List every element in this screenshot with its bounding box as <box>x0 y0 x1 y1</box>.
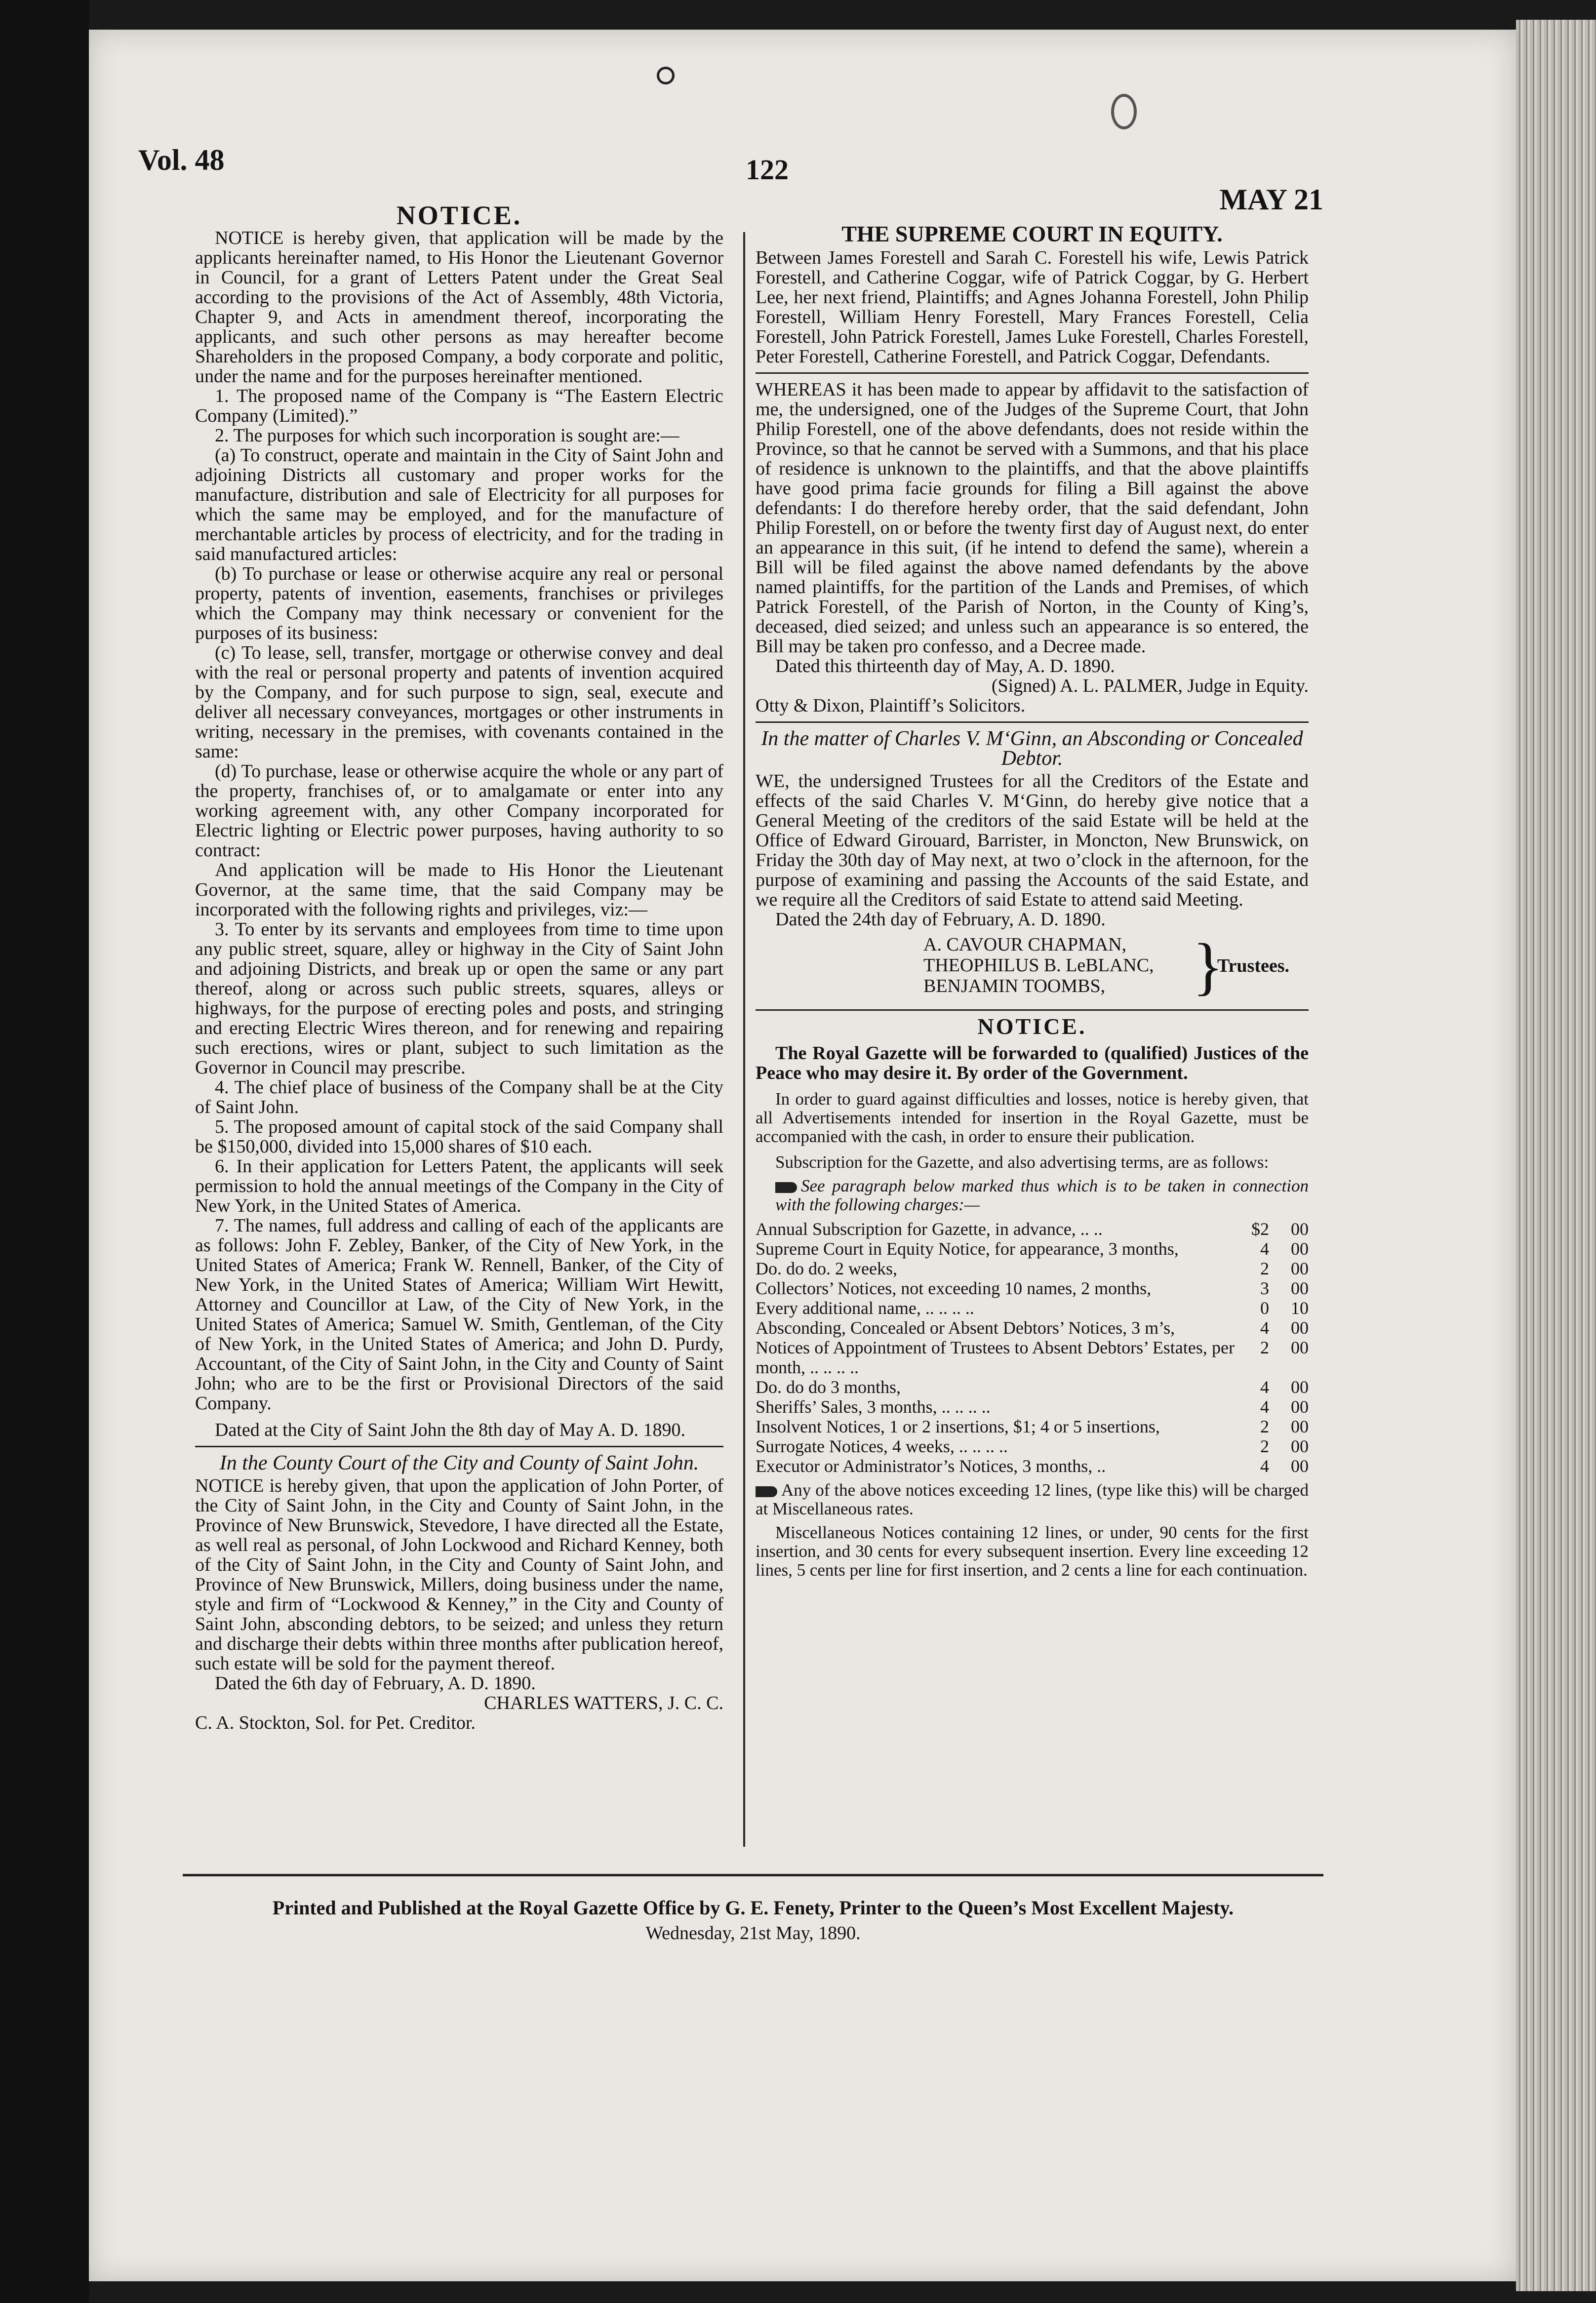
notice-paragraph: 4. The chief place of business of the Company shall be at the City of Saint John. <box>195 1077 723 1117</box>
rates-table <box>756 1219 1309 1476</box>
rate-row: Insolvent Notices, 1 or 2 insertions, $1; 4 or 5 insertions, 2 00 <box>756 1417 1309 1436</box>
trustee-name: A. CAVOUR CHAPMAN, <box>923 934 1127 955</box>
rate-row: Annual Subscription for Gazette, in advance, .. .. $2 00 <box>756 1219 1309 1239</box>
gazette-see-note <box>756 1177 1309 1214</box>
rate-row: Absconding, Concealed or Absent Debtors’ Notices, 3 m’s, 4 00 <box>756 1318 1309 1338</box>
gazette-intro: The Royal Gazette will be forwarded to (qualified) Justices of the Peace who may desire it. By order of the Government. <box>756 1043 1309 1083</box>
rate-row: Every additional name, .. .. .. .. 0 10 <box>756 1298 1309 1318</box>
left-column <box>195 202 723 1832</box>
scan-background <box>0 0 89 2303</box>
court-signature: (Signed) A. L. PALMER, Judge in Equity. <box>991 675 1309 696</box>
notice-paragraph: 6. In their application for Letters Patent, the applicants will seek permission to hold the annual meetings of the Company in the City of New York, in the United States of America. <box>195 1156 723 1216</box>
volume-label: Vol. 48 <box>138 144 225 176</box>
rate-row: Do. do do. 2 weeks, 2 00 <box>756 1259 1309 1278</box>
rate-row: Notices of Appointment of Trustees to Absent Debtors’ Estates, per month, .. .. .. .. 2 00 <box>756 1338 1309 1377</box>
pointing-hand-icon <box>756 1486 777 1497</box>
brace-glyph: } <box>1193 931 1224 1002</box>
rate-row: Collectors’ Notices, not exceeding 10 names, 2 months, 3 00 <box>756 1278 1309 1298</box>
trustee-name: THEOPHILUS B. LeBLANC, <box>923 955 1154 976</box>
pointing-hand-icon <box>775 1182 797 1193</box>
notice-paragraph: (d) To purchase, lease or otherwise acquire the whole or any part of the property, franchises of, or to amalgamate or enter into any working agreement with, any other Company incorporated for Electric lighting or Electric power purposes, having authority to so contract: <box>195 761 723 861</box>
rate-row: Executor or Administrator’s Notices, 3 months, .. 4 00 <box>756 1456 1309 1476</box>
rate-row: Supreme Court in Equity Notice, for appearance, 3 months, 4 00 <box>756 1239 1309 1259</box>
rate-row: Surrogate Notices, 4 weeks, .. .. .. .. 2 00 <box>756 1436 1309 1456</box>
county-court-paragraph: NOTICE is hereby given, that upon the application of John Porter, of the City of Saint John, in the City and County of Saint John, in the Province of New Brunswick, Stevedore, I have directed all the Estate, as well real as personal, of John Lockwood and Richard Kenney, both of the City of Saint John, in the City and County of Saint John, and Province of New Brunswick, Millers, doing business under the name, style and firm of “Lockwood & Kenney,” in the City and County of Saint John, absconding debtors, to be seized; and unless they return and discharge their debts within three months after publication hereof, such estate will be sold for the payment thereof. <box>195 1475 723 1674</box>
gazette-misc: Miscellaneous Notices containing 12 lines, or under, 90 cents for the first insertion, and 30 cents for every subsequent insertion. Every line exceeding 12 lines, 5 cents per line for first insertion, and 2 cents a line for each continuation. <box>756 1523 1309 1580</box>
notice-paragraph: NOTICE is hereby given, that application will be made by the applicants hereinafter named, to His Honor the Lieutenant Governor in Council, for a grant of Letters Patent under the Great Seal according to the provisions of the Act of Assembly, 48th Victoria, Chapter 9, and Acts in amendment thereof, incorporating the applicants, and such other persons as may hereafter become Shareholders in the proposed Company, a body corporate and politic, under the name and for the purposes hereinafter mentioned. <box>195 228 723 387</box>
notice-paragraph: 3. To enter by its servants and employees from time to time upon any public street, square, alley or highway in the City of Saint John and adjoining Districts, and break up or open the same or any part thereof, along or across such public streets, squares, alleys or highways, for the purpose of erecting poles and posts, and stringing and erecting Electric Wires thereon, and for renewing and repairing such erections, wires or plant, subject to such limitation as the Governor in Council may prescribe. <box>195 919 723 1078</box>
county-court-dated: Dated the 6th day of February, A. D. 1890. <box>215 1673 536 1694</box>
trustee-names <box>923 934 1154 996</box>
trustees-block <box>756 931 1309 1003</box>
stain-mark <box>1111 94 1137 129</box>
trustees-label: Trustees. <box>1217 955 1289 976</box>
rate-row: Do. do do 3 months, 4 00 <box>756 1377 1309 1397</box>
page-stack-edge <box>1516 20 1596 2291</box>
footer-rule <box>183 1874 1323 1876</box>
court-solicitors: Otty & Dixon, Plaintiff’s Solicitors. <box>756 695 1026 716</box>
court-dated: Dated this thirteenth day of May, A. D. 1890. <box>775 656 1115 676</box>
notice-paragraph: 2. The purposes for which such incorporation is sought are:— <box>215 425 679 446</box>
notice-paragraph: 5. The proposed amount of capital stock of the said Company shall be $150,000, divided into 15,000 shares of $10 each. <box>195 1116 723 1157</box>
binding-hole-mark <box>657 67 675 84</box>
gazette-any-text: Any of the above notices exceeding 12 lines, (type like this) will be charged at Miscellaneous rates. <box>756 1480 1309 1518</box>
section-rule <box>756 1009 1309 1011</box>
notice-paragraph: 1. The proposed name of the Company is “The Eastern Electric Company (Limited).” <box>195 386 723 426</box>
notice-paragraph: (a) To construct, operate and maintain in the City of Saint John and adjoining Districts all customary and proper works for the manufacture, distribution and sale of Electricity for all purposes for which the same may be employed, and for the manufacture of merchantable articles by process of electricity, and for the trading in said manufactured articles: <box>195 445 723 564</box>
page-number: 122 <box>746 154 789 186</box>
page-footer <box>183 1874 1323 1944</box>
county-court-heading: In the County Court of the City and County of Saint John. <box>219 1452 699 1474</box>
court-order-paragraph: WHEREAS it has been made to appear by affidavit to the satisfaction of me, the undersigned, one of the Judges of the Supreme Court, that John Philip Forestell, one of the above defendants, does not reside within the Province, so that he cannot be served with a Summons, and that his place of residence is unknown to the plaintiffs, and that the above plaintiffs have good prima facie grounds for filing a Bill against the above defendants: I do therefore hereby order, that the said defendant, John Philip Forestell, on or before the twenty first day of August next, do enter an appearance in this suit, (if he intend to defend the same), wherein a Bill will be filed against the above named defendants by the above named plaintiffs, for the partition of the Lands and Premises, of which Patrick Forestell, of the Parish of Norton, in the County of King’s, deceased, died seized; and unless such an appearance is so entered, the Bill may be taken pro confesso, and a Decree made. <box>756 379 1309 657</box>
mginn-heading: In the matter of Charles V. M‘Ginn, an Absconding or Concealed Debtor. <box>761 727 1303 770</box>
notice-title: NOTICE. <box>396 200 522 230</box>
county-court-signature: CHARLES WATTERS, J. C. C. <box>484 1693 723 1713</box>
mginn-paragraph: WE, the undersigned Trustees for all the Creditors of the Estate and effects of the said Charles V. M‘Ginn, do hereby give notice that a General Meeting of the creditors of the said Estate will be held at the Office of Edward Girouard, Barrister, in Moncton, New Brunswick, on Friday the 30th day of May next, at two o’clock in the afternoon, for the purpose of examining and passing the Accounts of the said Estate, and we require all the Creditors of said Estate to attend said Meeting. <box>756 771 1309 910</box>
notice-paragraph: (c) To lease, sell, transfer, mortgage or otherwise convey and deal with the real or personal property and patents of invention acquired by the Company, and for such purpose to sign, seal, execute and deliver all necessary conveyances, mortgages or other instruments in writing, necessary in the premises, with covenants contained in the same: <box>195 642 723 762</box>
notice-paragraph: 7. The names, full address and calling of each of the applicants are as follows: John F. Zebley, Banker, of the City of New York, in the United States of America; Frank W. Rennell, Banker, of the City of New York, in the United States of America; William Wirt Hewitt, Attorney and Councillor at Law, of the City of New York, in the United States of America; Samuel W. Smith, Gentleman, of the City of New York, in the United States of America; and John D. Purdy, Accountant, of the City of Saint John, in the City and County of Saint John; who are to be the first or Provisional Directors of the said Company. <box>195 1215 723 1414</box>
mginn-dated: Dated the 24th day of February, A. D. 1890. <box>775 909 1106 930</box>
publication-date: Wednesday, 21st May, 1890. <box>645 1923 861 1944</box>
notice-paragraph: And application will be made to His Honor the Lieutenant Governor, at the same time, that the said Company may be incorporated with the following rights and privileges, viz:— <box>195 860 723 920</box>
supreme-court-title: THE SUPREME COURT IN EQUITY. <box>841 221 1223 246</box>
gazette-subscription: Subscription for the Gazette, and also advertising terms, are as follows: <box>775 1152 1269 1172</box>
printer-imprint: Printed and Published at the Royal Gazette Office by G. E. Fenety, Printer to the Queen’s Most Excellent Majesty. <box>272 1897 1234 1919</box>
issue-date: MAY 21 <box>1219 183 1323 216</box>
trustee-name: BENJAMIN TOOMBS, <box>923 976 1106 996</box>
court-parties: Between James Forestell and Sarah C. Forestell his wife, Lewis Patrick Forestell, and Catherine Coggar, wife of Patrick Coggar, by G. Herbert Lee, her next friend, Plaintiffs; and Agnes Johanna Forestell, John Philip Forestell, William Henry Forestell, Mary Frances Forestell, Celia Forestell, John Patrick Forestell, James Luke Forestell, Charles Forestell, Peter Forestell, Catherine Forestell, and Patrick Coggar, Defendants. <box>756 247 1309 367</box>
gazette-notice-title: NOTICE. <box>977 1014 1087 1039</box>
notice-dated: Dated at the City of Saint John the 8th day of May A. D. 1890. <box>215 1420 686 1440</box>
section-rule <box>756 372 1309 374</box>
section-rule <box>195 1446 723 1447</box>
gazette-order: In order to guard against difficulties and losses, notice is hereby given, that all Advertisements intended for insertion in the Royal Gazette, must be accompanied with the cash, in order to ensure their publication. <box>756 1089 1309 1146</box>
column-divider <box>743 232 745 1847</box>
section-rule <box>756 721 1309 723</box>
notice-paragraph: (b) To purchase or lease or otherwise acquire any real or personal property, patents of invention, easements, franchises or privileges which the Company may think necessary or convenient for the purposes of its business: <box>195 563 723 643</box>
county-court-solicitor: C. A. Stockton, Sol. for Pet. Creditor. <box>195 1712 476 1733</box>
rate-row: Sheriffs’ Sales, 3 months, .. .. .. .. 4 00 <box>756 1397 1309 1417</box>
gazette-any-note <box>756 1481 1309 1518</box>
gazette-see-text: See paragraph below marked thus which is to be taken in connection with the following charges:— <box>775 1176 1309 1214</box>
right-column <box>756 222 1309 1822</box>
